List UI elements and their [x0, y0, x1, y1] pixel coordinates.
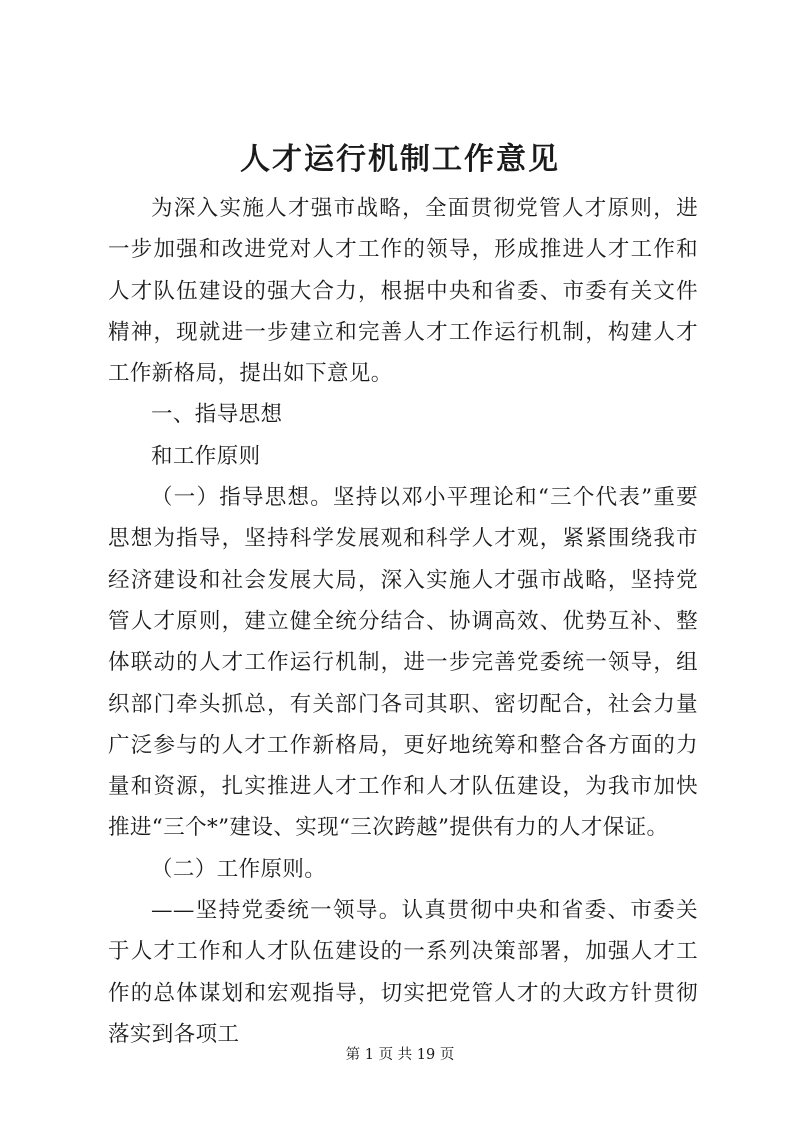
work-principles-heading: （二）工作原则。	[151, 856, 327, 882]
intro-paragraph: 为深入实施人才强市战略，全面贯彻党管人才原则，进一步加强和改进党对人才工作的领导，形成推进人才工作和人才队伍建设的强大合力，根据中央和省委、市委有关文件精神，现就进一步建立和完善人才工作运行机制，构建人才工作新格局，提出如下意见。	[108, 196, 698, 387]
document-title: 人才运行机制工作意见	[240, 142, 560, 177]
section-heading-guiding-thought: 一、指导思想	[151, 402, 283, 428]
page-number-footer: 第 1 页 共 19 页	[345, 1047, 455, 1063]
party-leadership-paragraph: ——坚持党委统一领导。认真贯彻中央和省委、市委关于人才工作和人才队伍建设的一系列决策部署，加强人才工作的总体谋划和宏观指导，切实把党管人才的大政方针贯彻落实到各项工	[108, 898, 698, 1047]
guiding-thought-paragraph: （一）指导思想。坚持以邓小平理论和“三个代表”重要思想为指导，坚持科学发展观和科学人才观，紧紧围绕我市经济建设和社会发展大局，深入实施人才强市战略，坚持党管人才原则，建立健全统分结合、协调高效、优势互补、整体联动的人才工作运行机制，进一步完善党委统一领导，组织部门牵头抓总，有关部门各司其职、密切配合，社会力量广泛参与的人才工作新格局，更好地统筹和整合各方面的力量和资源，扎实推进人才工作和人才队伍建设，为我市加快推进“三个*”建设、实现“三次跨越”提供有力的人才保证。	[108, 485, 698, 841]
section-heading-work-principles: 和工作原则	[151, 443, 261, 469]
document-body	[108, 188, 698, 1055]
